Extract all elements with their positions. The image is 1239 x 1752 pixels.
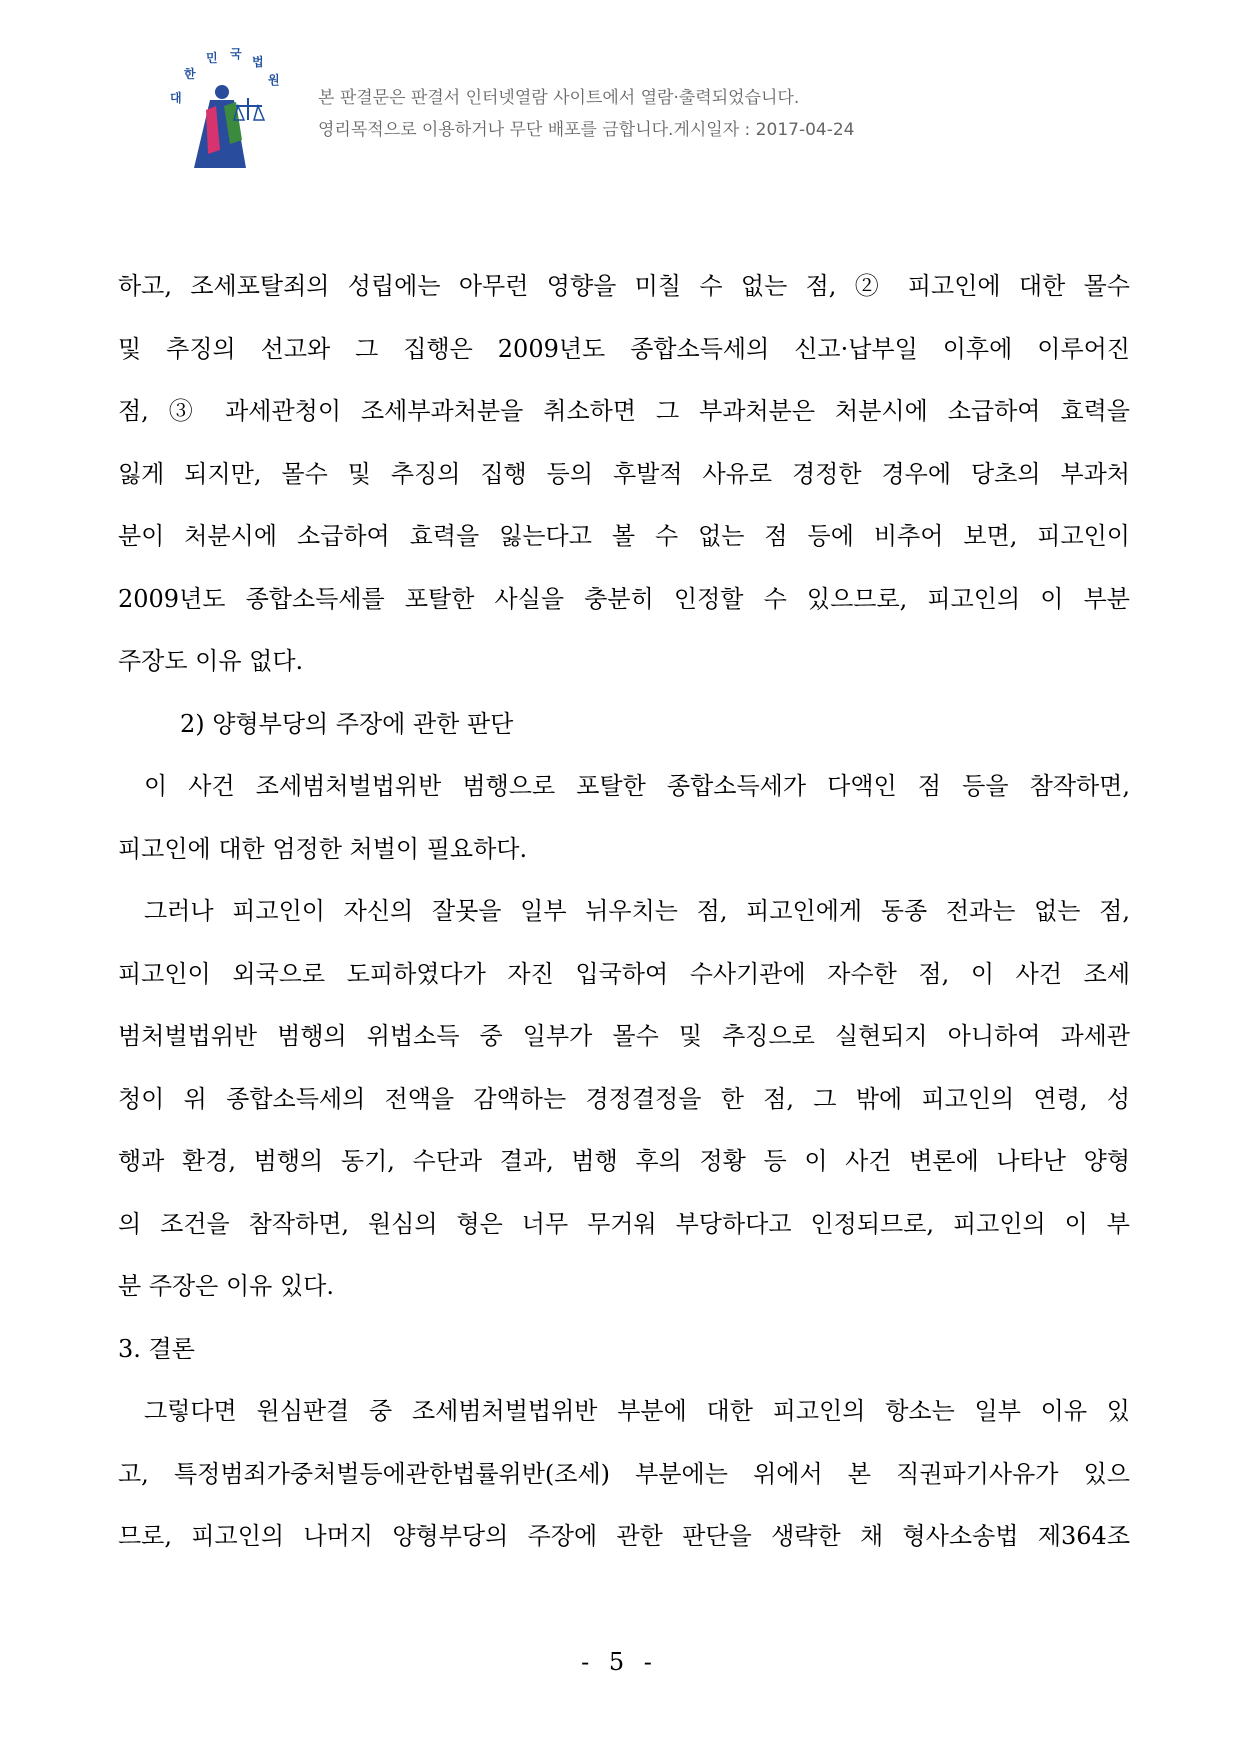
text-line: 고, 특정범죄가중처벌등에관한법률위반(조세) 부분에는 위에서 본 직권파기사유가 있으 [118,1459,1130,1488]
judgment-body [118,255,1130,1568]
page-number: - 5 - [581,1648,658,1676]
text-line: 잃게 되지만, 몰수 및 추징의 집행 등의 후발적 사유로 경정한 경우에 당초의 부과처 [118,459,1130,488]
svg-text:대: 대 [170,91,182,105]
svg-text:국: 국 [230,47,242,61]
text-line: 점, ③ 과세관청이 조세부과처분을 취소하면 그 부과처분은 처분시에 소급하여 효력을 [118,397,1130,425]
svg-text:법: 법 [252,55,264,69]
section-heading: 3. 결론 [118,1334,195,1363]
text-line: 피고인이 외국으로 도피하였다가 자진 입국하여 수사기관에 자수한 점, 이 사건 조세 [118,959,1130,988]
text-line: 므로, 피고인의 나머지 양형부당의 주장에 관한 판단을 생략한 채 형사소송법 제364조 [118,1522,1130,1550]
text-line: 의 조건을 참작하면, 원심의 형은 너무 무거워 부당하다고 인정되므로, 피고인의 이 부 [118,1209,1130,1238]
text-line: 범처벌법위반 범행의 위법소득 중 일부가 몰수 및 추징으로 실현되지 아니하여 과세관 [118,1022,1130,1050]
text-line: 그러나 피고인이 자신의 잘못을 일부 뉘우치는 점, 피고인에게 동종 전과는 없는 점, [144,897,1130,925]
text-line: 주장도 이유 없다. [118,647,304,675]
text-line: 하고, 조세포탈죄의 성립에는 아무런 영향을 미칠 수 없는 점, ② 피고인에 대한 몰수 [118,272,1130,300]
text-line: 분 주장은 이유 있다. [118,1272,334,1300]
svg-text:한: 한 [184,67,196,81]
text-line: 분이 처분시에 소급하여 효력을 잃는다고 볼 수 없는 점 등에 비추어 보면, 피고인이 [118,522,1130,550]
notice-line-2: 영리목적으로 이용하거나 무단 배포를 금합니다.게시일자 : 2017-04-24 [318,120,855,140]
text-line: 및 추징의 선고와 그 집행은 2009년도 종합소득세의 신고·납부일 이후에 이루어진 [118,334,1130,363]
court-logo-icon [150,40,300,170]
text-line: 이 사건 조세범처벌법위반 범행으로 포탈한 종합소득세가 다액인 점 등을 참작하면, [144,772,1130,800]
page-header [150,40,1050,170]
text-line: 피고인에 대한 엄정한 처벌이 필요하다. [118,834,528,863]
text-line: 2009년도 종합소득세를 포탈한 사실을 충분히 인정할 수 있으므로, 피고인의 이 부분 [118,584,1130,613]
svg-text:민: 민 [206,51,218,65]
text-line: 행과 환경, 범행의 동기, 수단과 결과, 범행 후의 정황 등 이 사건 변론에 나타난 양형 [118,1147,1130,1175]
text-line: 청이 위 종합소득세의 전액을 감액하는 경정결정을 한 점, 그 밖에 피고인의 연령, 성 [118,1084,1130,1113]
notice-line-1: 본 판결문은 판결서 인터넷열람 사이트에서 열람·출력되었습니다. [318,88,800,108]
svg-text:원: 원 [268,73,280,87]
text-line: 그렇다면 원심판결 중 조세범처벌법위반 부분에 대한 피고인의 항소는 일부 이유 있 [144,1397,1130,1425]
usage-notice [318,82,854,146]
section-heading: 2) 양형부당의 주장에 관한 판단 [180,709,514,738]
